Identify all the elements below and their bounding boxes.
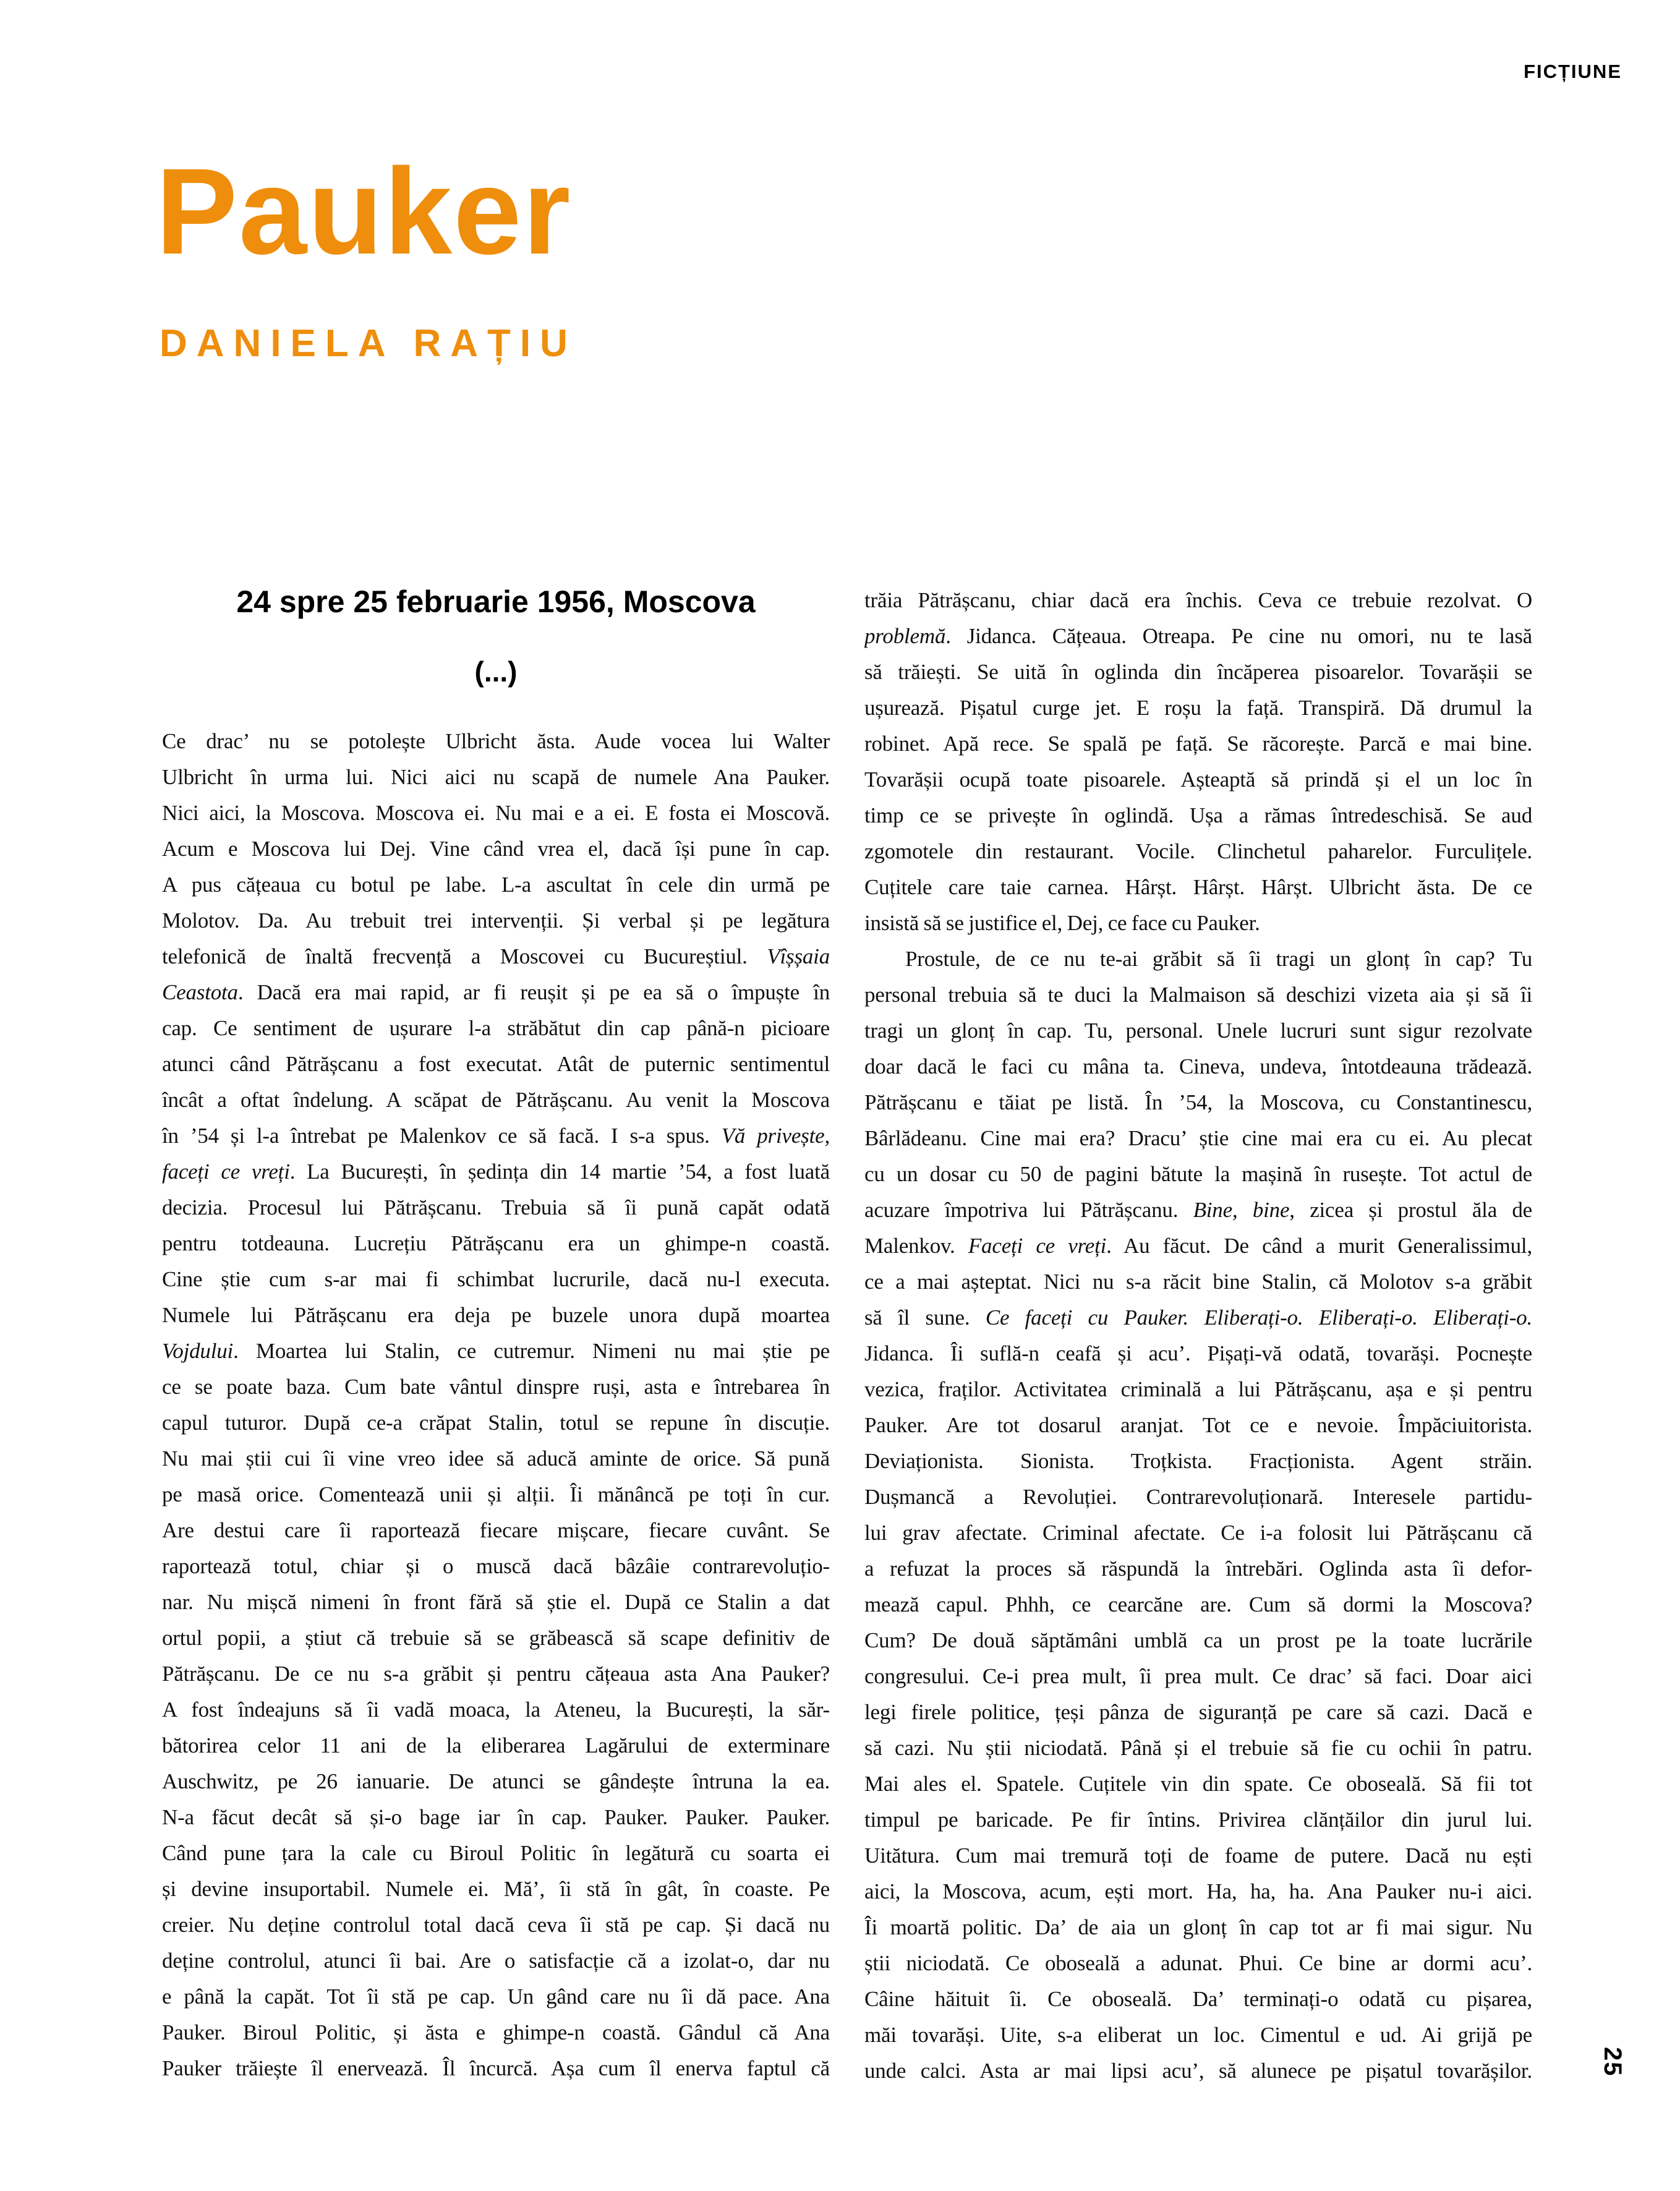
- text-line: Tovarășii ocupă toate pisoarele. Așteaptă să prindă și el un loc în: [864, 767, 1532, 792]
- text-line: timp ce se privește în oglindă. Ușa a rămas întredeschisă. Se aud: [864, 803, 1532, 827]
- text-line: atunci când Pătrășcanu a fost executat. Atât de puternic sentimentul: [162, 1052, 830, 1076]
- text-line: deține controlul, atunci îi bai. Are o satisfacție că a izolat-o, dar nu: [162, 1949, 830, 1973]
- text-line: Ceastota. Dacă era mai rapid, ar fi reușit și pe ea să o împuște în: [162, 980, 830, 1004]
- text-line: capul tuturor. După ce-a crăpat Stalin, totul se repune în discuție.: [162, 1411, 830, 1435]
- text-line: trăia Pătrășcanu, chiar dacă era închis. Ceva ce trebuie rezolvat. O: [864, 588, 1532, 612]
- right-column: [864, 575, 1532, 2089]
- text-line: Ulbricht în urma lui. Nici aici nu scapă de numele Ana Pauker.: [162, 765, 830, 789]
- text-line: Nici aici, la Moscova. Moscova ei. Nu mai e a ei. E fosta ei Moscovă.: [162, 801, 830, 825]
- text-line: Uitătura. Cum mai tremură toți de foame de putere. Dacă nu ești: [864, 1843, 1532, 1868]
- text-line: unde calci. Asta ar mai lipsi acu’, să alunece pe pișatul tovarășilor.: [864, 2059, 1532, 2083]
- text-line: Pătrășcanu e tăiat pe listă. În ’54, la Moscova, cu Constantinescu,: [864, 1090, 1532, 1114]
- text-line: Jidanca. Îi suflă-n ceafă și acu’. Pișați-vă odată, tovarăși. Pocnește: [864, 1341, 1532, 1365]
- text-line: Numele lui Pătrășcanu era deja pe buzele unora după moartea: [162, 1303, 830, 1327]
- text-line: Când pune țara la cale cu Biroul Politic în legătură cu soarta ei: [162, 1841, 830, 1865]
- text-line: să cazi. Nu știi niciodată. Până și el trebuie să fie cu ochii în patru.: [864, 1736, 1532, 1760]
- text-line: ce a mai așteptat. Nici nu s-a răcit bine Stalin, că Molotov s-a grăbit: [864, 1270, 1532, 1294]
- text-line: știi niciodată. Ce oboseală a adunat. Phui. Ce bine ar dormi acu’.: [864, 1951, 1532, 1975]
- text-line: Vojdului. Moartea lui Stalin, ce cutremur. Nimeni nu mai știe pe: [162, 1339, 830, 1363]
- text-line: Dușmancă a Revoluției. Contrarevoluționară. Interesele partidu-: [864, 1485, 1532, 1509]
- text-line: și devine insuportabil. Numele ei. Mă’, îi stă în gât, în coaste. Pe: [162, 1877, 830, 1901]
- text-line: A pus cățeaua cu botul pe labe. L-a ascultat în cele din urmă pe: [162, 873, 830, 897]
- left-column: [162, 575, 830, 2089]
- text-line: faceți ce vreți. La București, în ședința din 14 martie ’54, a fost luată: [162, 1160, 830, 1184]
- article-title: Pauker: [156, 143, 572, 280]
- text-line: încât a oftat îndelung. A scăpat de Pătrășcanu. Au venit la Moscova: [162, 1088, 830, 1112]
- ellipsis-mark: (...): [474, 656, 518, 688]
- text-line: aici, la Moscova, acum, ești mort. Ha, ha, ha. Ana Pauker nu-i aici.: [864, 1879, 1532, 1903]
- text-line: legi firele politice, țeși pânza de siguranță pe care să cazi. Dacă e: [864, 1700, 1532, 1724]
- text-line: măi tovarăși. Uite, s-a eliberat un loc. Cimentul e ud. Ai grijă pe: [864, 2023, 1532, 2047]
- text-line: Nu mai știi cui îi vine vreo idee să aducă aminte de orice. Să pună: [162, 1446, 830, 1471]
- text-line: Are destui care îi raportează fiecare mișcare, fiecare cuvânt. Se: [162, 1518, 830, 1542]
- category-label: FICȚIUNE: [1524, 61, 1622, 82]
- text-line: Cum? De două săptămâni umblă ca un prost pe la toate lucrările: [864, 1628, 1532, 1652]
- text-line: acuzare împotriva lui Pătrășcanu. Bine, bine, zicea și prostul ăla de: [864, 1198, 1532, 1222]
- text-line: vezica, fraților. Activitatea criminală a lui Pătrășcanu, așa e și pentru: [864, 1377, 1532, 1401]
- text-line: robinet. Apă rece. Se spală pe față. Se răcorește. Parcă e mai bine.: [864, 732, 1532, 756]
- text-line: ușurează. Pișatul curge jet. E roșu la față. Transpiră. Dă drumul la: [864, 696, 1532, 720]
- text-line: raportează totul, chiar și o muscă dacă bâzâie contrarevoluțio-: [162, 1554, 830, 1578]
- text-columns: [162, 575, 1532, 2089]
- left-column-body: [162, 724, 830, 2086]
- text-line: Mai ales el. Spatele. Cuțitele vin din spate. Ce oboseală. Să fii tot: [864, 1772, 1532, 1796]
- text-line: cap. Ce sentiment de ușurare l-a străbătut din cap până-n picioare: [162, 1016, 830, 1040]
- text-line: Pauker. Are tot dosarul aranjat. Tot ce e nevoie. Împăciuitorista.: [864, 1413, 1532, 1437]
- text-line: Malenkov. Faceți ce vreți. Au făcut. De când a murit Generalissimul,: [864, 1234, 1532, 1258]
- text-line: a refuzat la proces să răspundă la întrebări. Oglinda asta îi defor-: [864, 1557, 1532, 1581]
- text-line: Prostule, de ce nu te-ai grăbit să îi tragi un glonț în cap? Tu: [905, 947, 1532, 971]
- text-line: ortul popii, a știut că trebuie să se grăbească să scape definitiv de: [162, 1626, 830, 1650]
- text-line: pe masă orice. Comentează unii și alții. Îi mănâncă pe toți în cur.: [162, 1482, 830, 1506]
- text-line: N-a făcut decât să și-o bage iar în cap. Pauker. Pauker. Pauker.: [162, 1805, 830, 1829]
- text-line: Pauker. Biroul Politic, și ăsta e ghimpe-n coastă. Gândul că Ana: [162, 2020, 830, 2044]
- text-line: lui grav afectate. Criminal afectate. Ce i-a folosit lui Pătrășcanu că: [864, 1521, 1532, 1545]
- text-line: decizia. Procesul lui Pătrășcanu. Trebuia să îi pună capăt odată: [162, 1195, 830, 1219]
- text-line: mează capul. Phhh, ce cearcăne are. Cum să dormi la Moscova?: [864, 1592, 1532, 1617]
- article-author: DANIELA RAȚIU: [160, 322, 577, 365]
- text-line: Auschwitz, pe 26 ianuarie. De atunci se gândește întruna la ea.: [162, 1769, 830, 1793]
- text-line: insistă să se justifice el, Dej, ce face cu Pauker.: [864, 911, 1260, 935]
- text-line: Ce drac’ nu se potolește Ulbricht ăsta. Aude vocea lui Walter: [162, 729, 830, 753]
- text-line: bătorirea celor 11 ani de la eliberarea Lagărului de exterminare: [162, 1733, 830, 1757]
- text-line: doar dacă le faci cu mâna ta. Cineva, undeva, întotdeauna trădează.: [864, 1054, 1532, 1078]
- text-line: nar. Nu mișcă nimeni în front fără să știe el. După ce Stalin a dat: [162, 1590, 830, 1614]
- section-heading: 24 spre 25 februarie 1956, Moscova: [236, 584, 756, 619]
- text-line: pentru totdeauna. Lucrețiu Pătrășcanu era un ghimpe-n coastă.: [162, 1231, 830, 1255]
- text-line: telefonică de înaltă frecvență a Moscovei cu Bucureștiul. Vîșșaia: [162, 944, 830, 968]
- text-line: să îl sune. Ce faceți cu Pauker. Eliberați-o. Eliberați-o. Eliberați-o.: [864, 1305, 1532, 1330]
- page-number: 25: [1599, 2047, 1626, 2077]
- text-line: Deviaționista. Sionista. Troțkista. Fracționista. Agent străin.: [864, 1449, 1532, 1473]
- right-column-body: [864, 583, 1532, 2089]
- text-line: personal trebuia să te duci la Malmaison să deschizi vizeta aia și să îi: [864, 983, 1532, 1007]
- text-line: Pauker trăiește îl enervează. Îl încurcă. Așa cum îl enerva faptul că: [162, 2056, 830, 2080]
- text-line: Bârlădeanu. Cine mai era? Dracu’ știe cine mai era cu ei. Au plecat: [864, 1126, 1532, 1150]
- text-line: în ’54 și l-a întrebat pe Malenkov ce să facă. I s-a spus. Vă privește,: [162, 1124, 830, 1148]
- text-line: e până la capăt. Tot îi stă pe cap. Un gând care nu îi dă pace. Ana: [162, 1984, 830, 2009]
- text-line: creier. Nu deține controlul total dacă ceva îi stă pe cap. Și dacă nu: [162, 1913, 830, 1937]
- text-line: problemă. Jidanca. Cățeaua. Otreapa. Pe cine nu omori, nu te lasă: [864, 624, 1532, 648]
- text-line: Cine știe cum s-ar mai fi schimbat lucrurile, dacă nu-l executa.: [162, 1267, 830, 1291]
- text-line: tragi un glonț în cap. Tu, personal. Unele lucruri sunt sigur rezolvate: [864, 1019, 1532, 1043]
- text-line: să trăiești. Se uită în oglinda din încăperea pisoarelor. Tovarășii se: [864, 660, 1532, 684]
- text-line: Acum e Moscova lui Dej. Vine când vrea el, dacă își pune în cap.: [162, 837, 830, 861]
- text-line: Cuțitele care taie carnea. Hârșt. Hârșt. Hârșt. Ulbricht ăsta. De ce: [864, 875, 1532, 899]
- text-line: ce se poate baza. Cum bate vântul dinspre ruși, asta e întrebarea în: [162, 1375, 830, 1399]
- text-line: cu un dosar cu 50 de pagini bătute la mașină în rusește. Tot actul de: [864, 1162, 1532, 1186]
- text-line: Câine hăituit îi. Ce oboseală. Da’ terminați-o odată cu pișarea,: [864, 1987, 1532, 2011]
- text-line: Pătrășcanu. De ce nu s-a grăbit și pentru cățeaua asta Ana Pauker?: [162, 1662, 830, 1686]
- text-line: timpul pe baricade. Pe fir întins. Privirea clănțăilor din jurul lui.: [864, 1808, 1532, 1832]
- text-line: A fost îndeajuns să îi vadă moaca, la Ateneu, la București, la săr-: [162, 1698, 830, 1722]
- text-line: zgomotele din restaurant. Vocile. Clinchetul paharelor. Furculițele.: [864, 839, 1532, 863]
- text-line: Molotov. Da. Au trebuit trei intervenții. Și verbal și pe legătura: [162, 908, 830, 933]
- text-line: congresului. Ce-i prea mult, îi prea mult. Ce drac’ să faci. Doar aici: [864, 1664, 1532, 1688]
- text-line: Îi moartă politic. Da’ de aia un glonț în cap tot ar fi mai sigur. Nu: [864, 1915, 1532, 1939]
